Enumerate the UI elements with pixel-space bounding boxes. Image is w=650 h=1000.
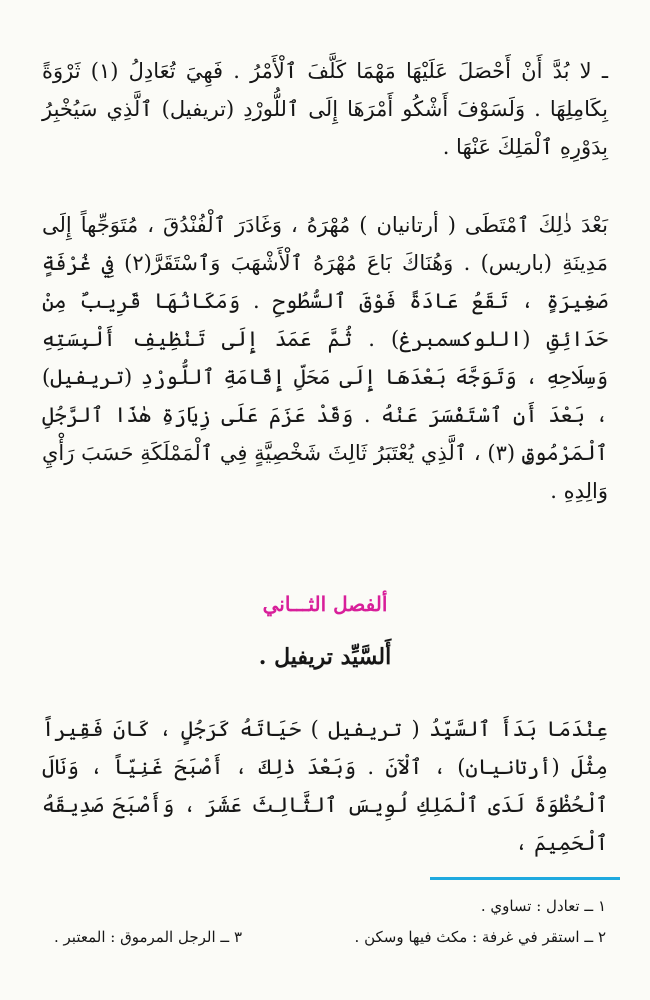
footnote-divider [430,877,620,880]
footnote-1: ١ ــ تعادل : تساوي . [480,897,606,915]
footnote-2: ٢ ــ استقر في غرفة : مكث فيها وسكن . [354,928,606,946]
paragraph-dialogue: ـ لا بُدَّ أَنْ أَحْصَلَ عَلَيْهَا مَهْمَا كَلَّفَ ٱلْأَمْرُ . فَهِيَ تُعَادِلُ (١) ثَرْوَةً بِكَامِلِهَا . وَلَسَوْفَ أَشْكُو أَمْرَهَا إِلَى ٱللُّورْدِ (تريفيل) ٱلَّذِي سَيُخْبِرُ بِدَوْرِهِ ٱلْمَلِكَ عَنْهَا . [42,59,608,159]
paragraph-journey: بَعْدَ ذٰلِكَ ٱمْتَطَى ( أرتانيان ) مُهْرَهُ ، وَغَادَرَ ٱلْفُنْدُقَ ، مُتَوَجِّهاً إِلَى مَدِينَةِ (باريس) . وَهُنَاكَ بَاعَ مُهْرَهُ ٱلْأَشْهَبَ وَٱسْتَقَرَّ(٢) فِي غُرْفَةٍ صَغِيرَةٍ ، تَقَعُ عَادَةً فَوْقَ ٱلسُّطُوحِ . وَمَكَانُهَا قَرِيبٌ مِنْ حَدَائِقِ (اللوكسمبرغ) . ثُمَّ عَمَدَ إِلَى تَنْظِيفِ أَلْبِسَتِهِ وَسِلَاحِهِ ، وَتَوَجَّهَ بَعْدَهَا إِلَى مَحَلِّ إِقَامَةِ ٱللُّورْدِ (تريفيل) ، بَعْدَ أَنِ ٱسْتَفْسَرَ عَنْهُ . وَقَدْ عَزَمَ عَلَى زِيَارَةِ هٰذَا ٱلرَّجُلِ ٱلْمَرْمُوقِ (٣) ، ٱلَّذِي يُعْتَبَرُ ثَالِثَ شَخْصِيَّةٍ فِي ٱلْمَمْلَكَةِ حَسَبَ رَأْيِ وَالِدِهِ . [42,213,608,503]
paragraph-treville: عِنْدَمَا بَدَأَ ٱلسَّيِّدُ ( تريفيل ) حَيَاتَهُ كَرَجُلٍ ، كَانَ فَقِيراً مِثْلَ (أرتانيان) ، ٱلْآنَ . وَبَعْدَ ذٰلِكَ ، أَصْبَحَ غَنِيّاً ، وَنَالَ ٱلْحُظْوَةَ لَدَى ٱلْمَلِكِ لُوِيسَ ٱلثَّالِثَ عَشَرَ ، وَأَصْبَحَ صَدِيقَهُ ٱلْحَمِيمَ ، [42,717,608,855]
chapter-title: ألفصل الثـــاني [262,592,388,616]
footnote-3: ٣ ــ الرجل المرموق : المعتبر . [53,928,242,946]
section-title: أَلسَّيِّد تريفيل . [258,644,392,670]
